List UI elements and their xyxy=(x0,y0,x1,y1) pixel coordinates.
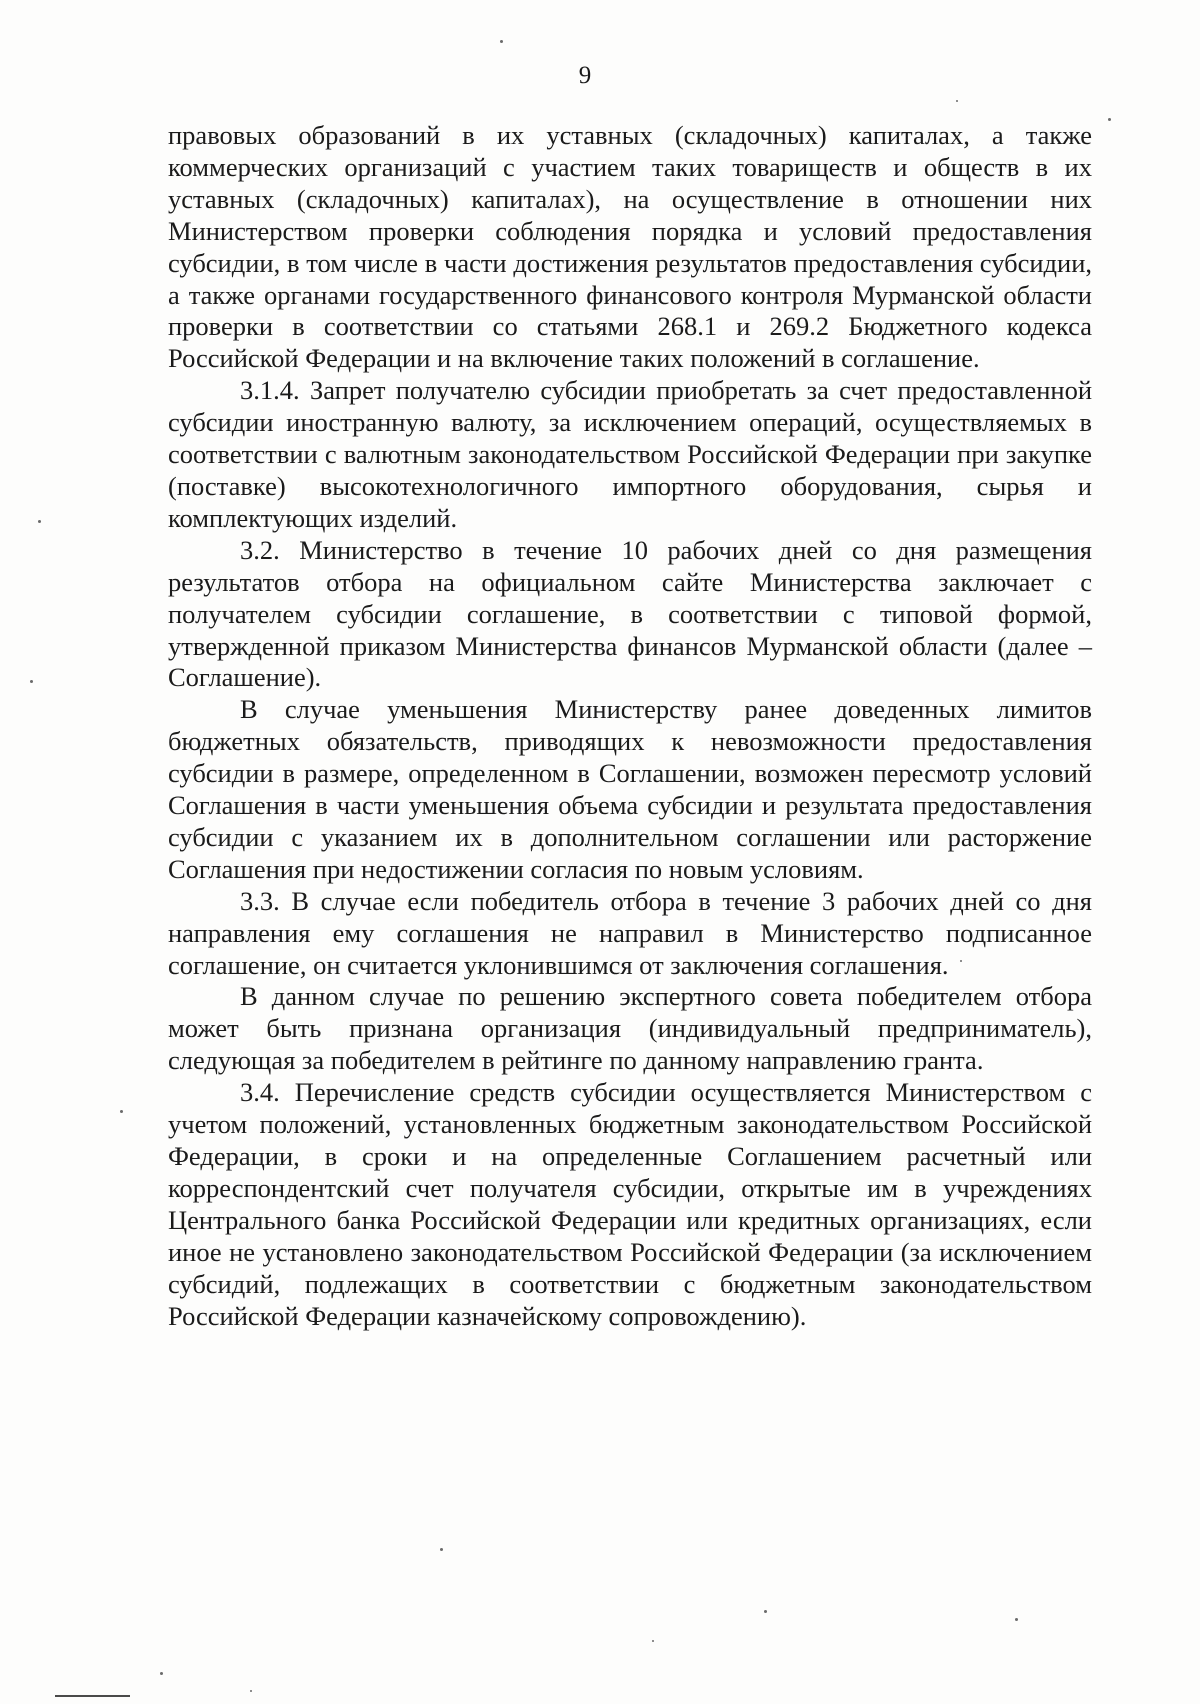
paragraph-3-2: 3.2. Министерство в течение 10 рабочих дней со дня размещения результатов отбора на официальном сайте Министерства заключает с получателем субсидии соглашение, в соответствии с типовой формой, утвержденной приказом Министерства финансов Мурманской области (далее – Соглашение). xyxy=(168,534,1092,693)
paragraph-continuation: правовых образований в их уставных (складочных) капиталах, а также коммерческих организаций с участием таких товариществ и обществ в их уставных (складочных) капиталах), на осуществление в отношении них Министерством проверки соблюдения порядка и условий предоставления субсидии, в том числе в части достижения результатов предоставления субсидии, а также органами государственного финансового контроля Мурманской области проверки в соответствии со статьями 268.1 и 269.2 Бюджетного кодекса Российской Федерации и на включение таких положений в соглашение. xyxy=(168,120,1092,374)
scan-speck xyxy=(120,1110,123,1113)
paragraph-3-4: 3.4. Перечисление средств субсидии осуществляется Министерством с учетом положений, установленных бюджетным законодательством Российской Федерации, в сроки и на определенные Соглашением расчетный или корреспондентский счет получателя субсидии, открытые им в учреждениях Центрального банка Российской Федерации или кредитных организациях, если иное не установлено законодательством Российской Федерации (за исключением субсидий, подлежащих в соответствии с бюджетным законодательством Российской Федерации казначейскому сопровождению). xyxy=(168,1077,1092,1331)
paragraph-3-1-4: 3.1.4. Запрет получателю субсидии приобретать за счет предоставленной субсидии иностранную валюту, за исключением операций, осуществляемых в соответствии с валютным законодательством Российской Федерации при закупке (поставке) высокотехнологичного импортного оборудования, сырья и комплектующих изделий. xyxy=(168,375,1092,533)
scan-speck xyxy=(652,1640,654,1642)
scan-speck xyxy=(440,1548,443,1551)
scan-speck xyxy=(1108,118,1111,121)
paragraph-3-3: 3.3. В случае если победитель отбора в течение 3 рабочих дней со дня направления ему соглашения не направил в Министерство подписанное соглашение, он считается уклонившимся от заключения соглашения. xyxy=(168,885,1092,980)
scan-speck xyxy=(764,1610,767,1613)
scan-speck xyxy=(960,960,962,962)
scan-edge-mark xyxy=(55,1695,130,1697)
scan-speck xyxy=(30,680,33,683)
page-number: 9 xyxy=(578,62,592,89)
scan-speck xyxy=(250,1690,252,1692)
paragraph-3-2-limits: В случае уменьшения Министерству ранее доведенных лимитов бюджетных обязательств, приводящих к невозможности предоставления субсидии в размере, определенном в Соглашении, возможен пересмотр условий Соглашения в части уменьшения объема субсидии и результата предоставления субсидии с указанием их в дополнительном соглашении или расторжение Соглашения при недостижении согласия по новым условиям. xyxy=(168,694,1092,884)
scan-speck xyxy=(1015,1618,1018,1621)
scan-speck xyxy=(956,100,958,102)
document-body xyxy=(168,120,1092,1332)
scan-speck xyxy=(160,1672,163,1675)
scan-speck xyxy=(500,40,503,43)
scan-speck xyxy=(38,520,41,523)
paragraph-3-3-expert-council: В данном случае по решению экспертного совета победителем отбора может быть признана организация (индивидуальный предприниматель), следующая за победителем в рейтинге по данному направлению гранта. xyxy=(168,981,1092,1076)
